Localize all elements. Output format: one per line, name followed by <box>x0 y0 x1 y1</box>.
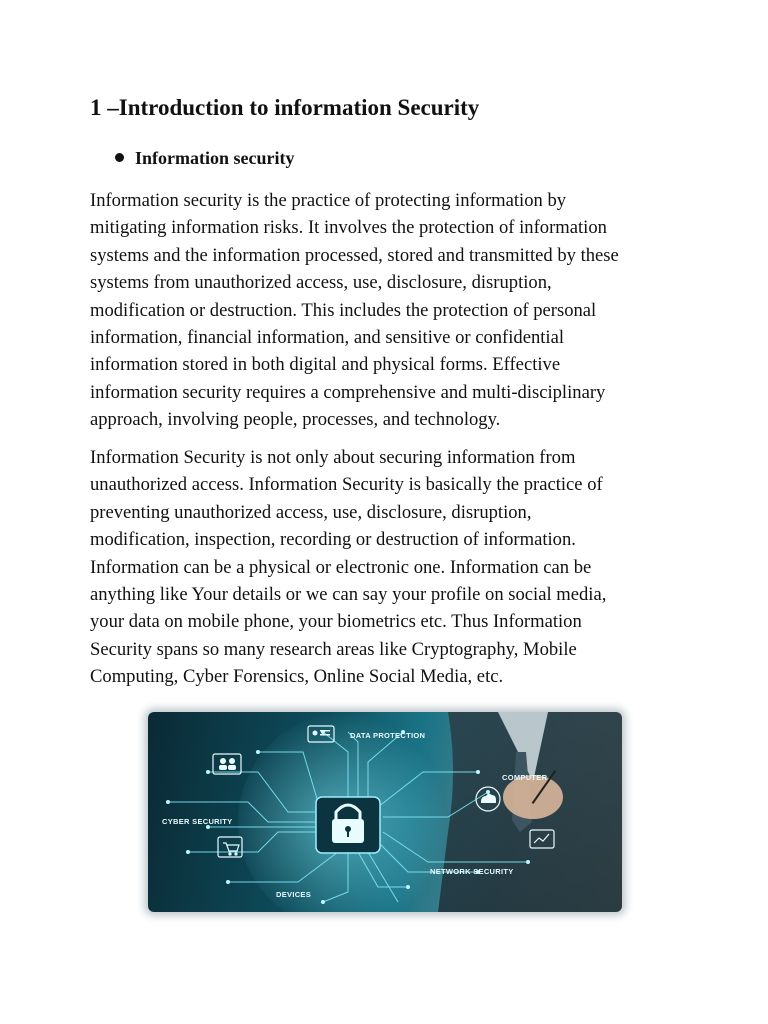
paragraph-line: modification or destruction. This includes the protection of personal <box>90 299 597 321</box>
label-network-security: NETWORK SECURITY <box>430 867 514 876</box>
section-heading <box>115 145 294 171</box>
paragraph-line: Computing, Cyber Forensics, Online Social Media, etc. <box>90 666 504 688</box>
section-heading-text: Information security <box>135 148 295 168</box>
paragraph-line: your data on mobile phone, your biometrics etc. Thus Information <box>90 611 582 633</box>
cart-icon <box>218 837 242 857</box>
label-devices: DEVICES <box>276 890 312 899</box>
paragraph-1 <box>90 187 690 434</box>
paragraph-line: unauthorized access. Information Security is basically the practice of <box>90 474 603 496</box>
paragraph-line: systems from unauthorized access, use, disclosure, disruption, <box>90 272 552 294</box>
paragraph-line: information stored in both digital and physical forms. Effective <box>90 354 561 376</box>
paragraph-line: approach, involving people, processes, and technology. <box>90 409 501 431</box>
paragraph-line: Information can be a physical or electronic one. Information can be <box>90 556 592 578</box>
label-computer: COMPUTER <box>502 773 548 782</box>
paragraph-line: preventing unauthorized access, use, disclosure, disruption, <box>90 501 532 523</box>
page-title: 1 –Introduction to information Security <box>90 95 480 120</box>
paragraph-2 <box>90 444 690 691</box>
padlock-icon <box>316 797 380 853</box>
users-icon <box>213 754 241 774</box>
label-cyber-security: CYBER SECURITY <box>162 817 233 826</box>
paragraph-line: Information Security is not only about securing information from <box>90 447 576 468</box>
paragraph-line: information, financial information, and sensitive or confidential <box>90 327 565 349</box>
paragraph-line: anything like Your details or we can say your profile on social media, <box>90 584 607 606</box>
paragraph-line: Information security is the practice of protecting information by <box>90 190 567 211</box>
paragraph-line: information security requires a comprehensive and multi-disciplinary <box>90 381 606 403</box>
businessman-silhouette <box>438 712 622 912</box>
paragraph-line: Security spans so many research areas like Cryptography, Mobile <box>90 638 577 660</box>
paragraph-line: mitigating information risks. It involves the protection of information <box>90 217 607 239</box>
paragraph-line: modification, inspection, recording or destruction of information. <box>90 529 576 551</box>
cyber-security-illustration <box>148 712 622 912</box>
label-data-protection: DATA PROTECTION <box>350 731 426 740</box>
bullet-icon <box>115 153 124 162</box>
illustration-svg <box>148 712 622 912</box>
paragraph-line: systems and the information processed, stored and transmitted by these <box>90 244 619 266</box>
